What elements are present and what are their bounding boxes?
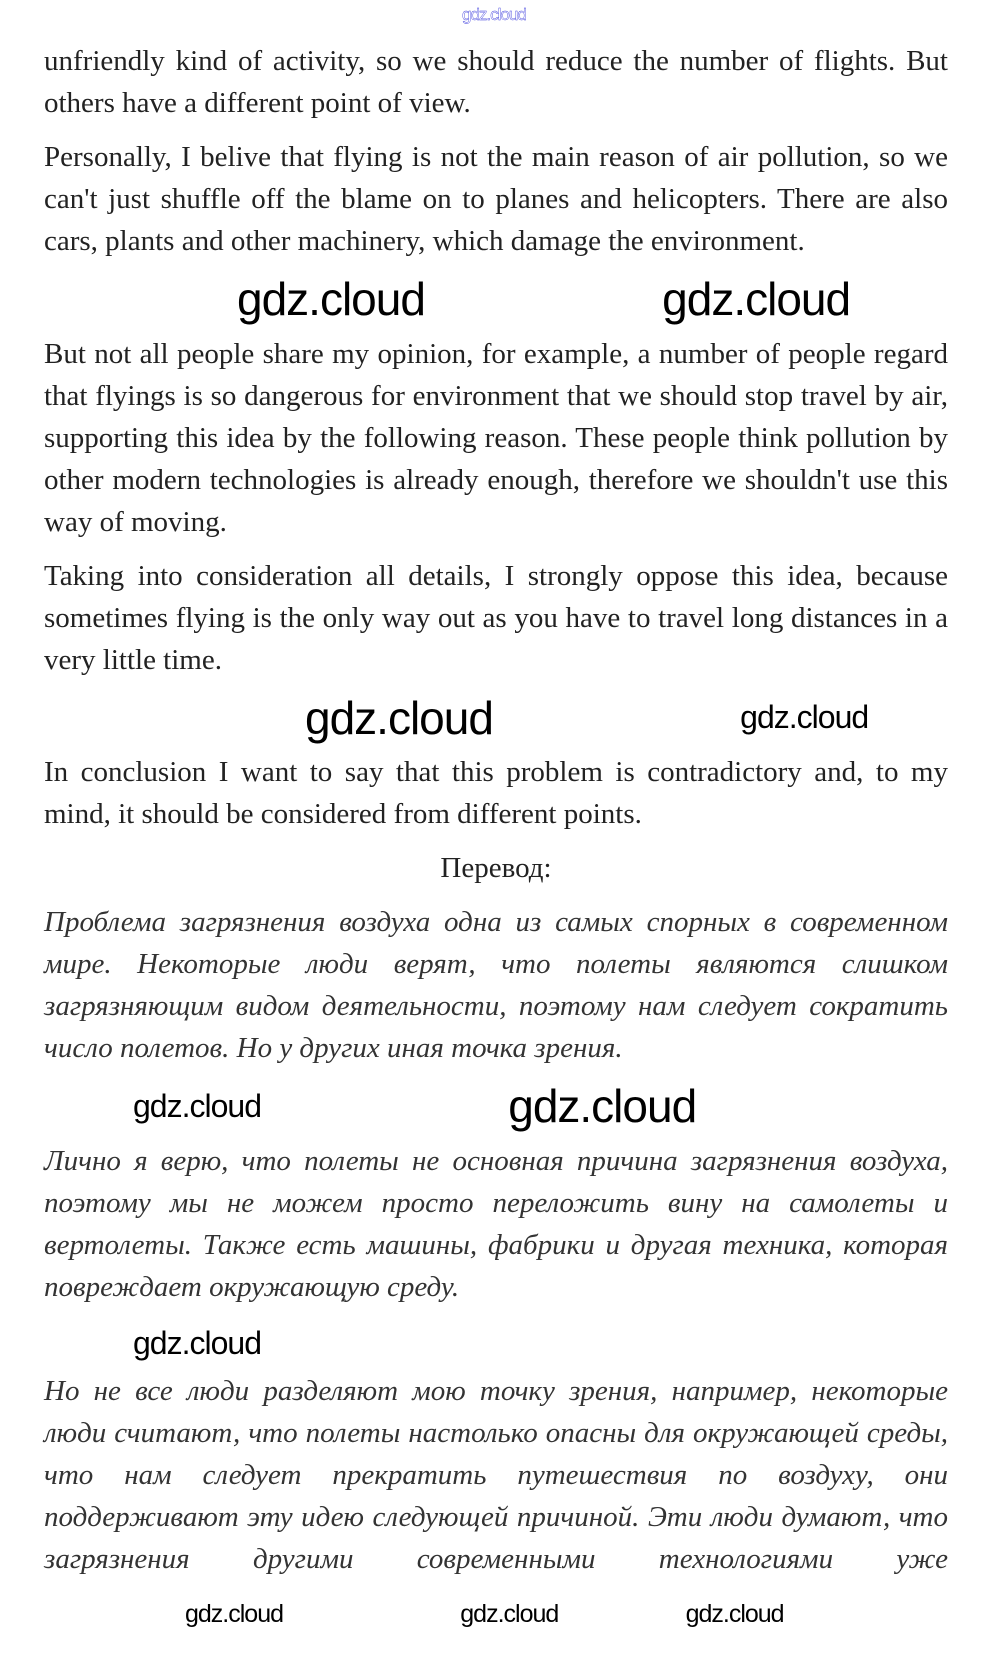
- watermark: gdz.cloud: [662, 273, 851, 325]
- english-paragraph-1: unfriendly kind of activity, so we should reduce the number of flights. But others have a different point of view.: [44, 45, 948, 119]
- watermark-top: gdz.cloud: [462, 5, 526, 24]
- watermark: gdz.cloud: [740, 699, 869, 736]
- watermark: gdz.cloud: [133, 1324, 261, 1361]
- russian-paragraph-2: Лично я верю, что полеты не основная причина загрязнения воздуха, поэтому мы не можем просто переложить вину на самолеты и вертолеты. Также есть машины, фабрики и другая техника, которая повреждает окружающую среду.: [44, 1144, 948, 1303]
- english-paragraph-2: Personally, I belive that flying is not the main reason of air pollution, so we can't just shuffle off the blame on to planes and helicopters. There are also cars, plants and other machinery, which damage the environment.: [44, 141, 948, 257]
- english-paragraph-3: But not all people share my opinion, for example, a number of people regard that flyings is so dangerous for environment that we should stop travel by air, supporting this idea by the following reason. These people think pollution by other modern technologies is already enough, therefore we shouldn't use this way of moving.: [44, 337, 948, 538]
- watermark: gdz.cloud: [185, 1600, 284, 1629]
- watermark-row: [44, 1320, 948, 1362]
- watermark-row: [44, 1081, 948, 1132]
- english-paragraph-5: In conclusion I want to say that this problem is contradictory and, to my mind, it should be considered from different points.: [44, 756, 948, 831]
- watermark: gdz.cloud: [460, 1600, 559, 1629]
- watermark: gdz.cloud: [305, 691, 493, 744]
- watermark: gdz.cloud: [685, 1600, 784, 1629]
- watermark-row: [44, 693, 948, 744]
- russian-paragraph-3: Но не все люди разделяют мою точку зрения, например, некоторые люди считают, что полеты настолько опасны для окружающей среды, что нам следует прекратить путешествия по воздуху, они поддерживают эту идею следующей причиной. Эти люди думают, что загрязнения другими современными технологиями уже: [44, 1374, 948, 1575]
- watermark: gdz.cloud: [237, 273, 425, 325]
- russian-paragraph-1: Проблема загрязнения воздуха одна из самых спорных в современном мире. Некоторые люди верят, что полеты являются слишком загрязняющим видом деятельности, поэтому нам следует сократить число полетов. Но у других иная точка зрения.: [44, 906, 948, 1065]
- watermark-row: [44, 274, 948, 325]
- watermark: gdz.cloud: [133, 1087, 261, 1124]
- translation-heading: Перевод:: [440, 852, 552, 885]
- english-paragraph-4: Taking into consideration all details, I strongly oppose this idea, because sometimes flying is the only way out as you have to travel long distances in a very little time.: [44, 559, 948, 676]
- watermark: gdz.cloud: [508, 1080, 697, 1133]
- watermark-row: [44, 1592, 948, 1634]
